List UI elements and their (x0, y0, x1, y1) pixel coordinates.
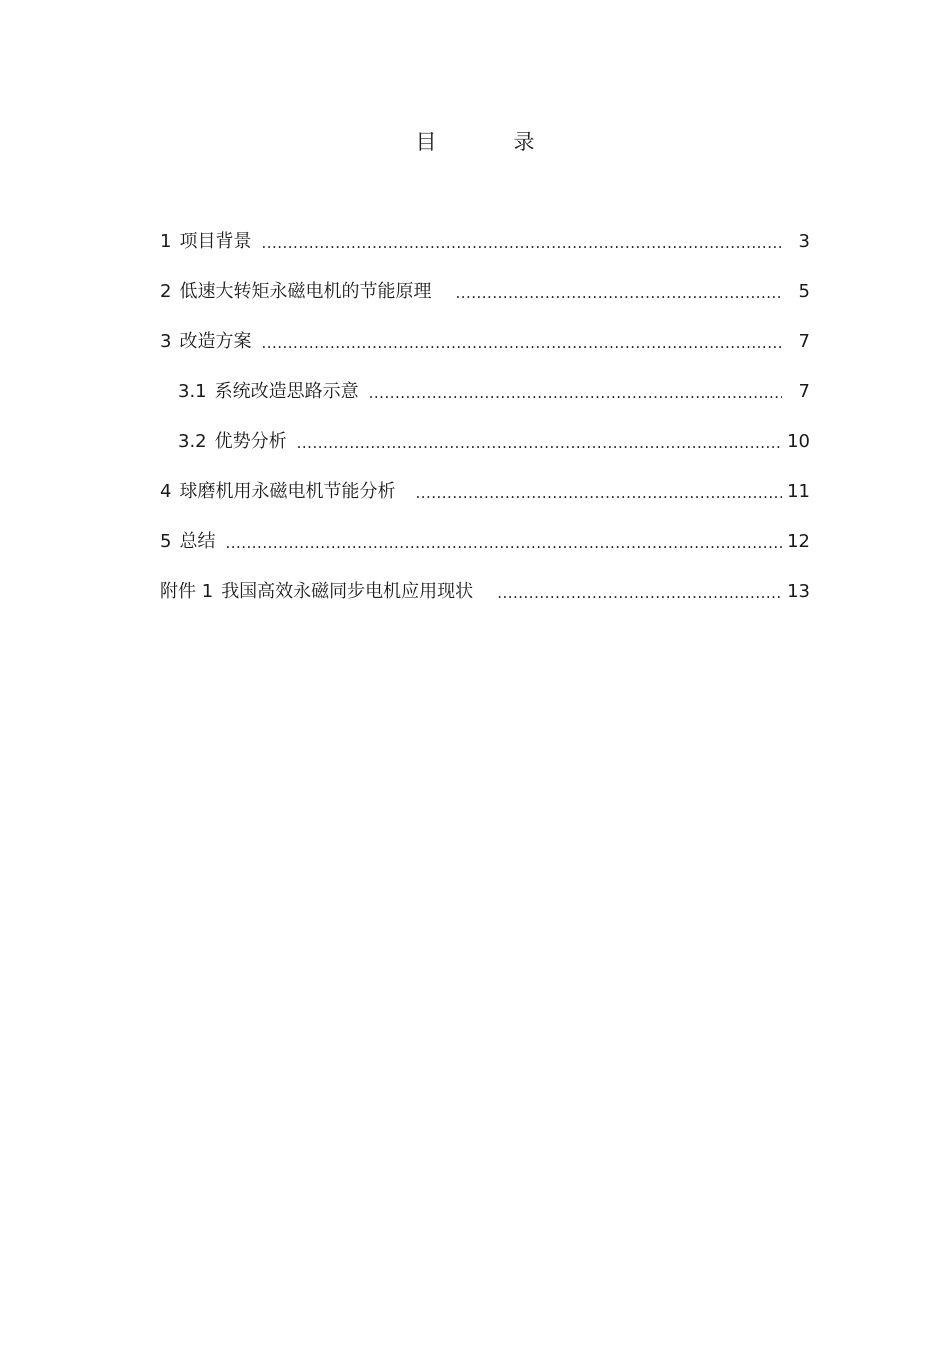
toc-entry-number: 3 (160, 331, 172, 352)
toc-entry[interactable] (160, 428, 820, 478)
toc-leader-dots (497, 578, 782, 608)
toc-entry-label: 项目背景 (179, 231, 252, 252)
toc-entry-label: 我国高效永磁同步电机应用现状 (221, 581, 474, 602)
toc-entry-page: 5 (798, 281, 810, 302)
toc-entry-number: 4 (160, 481, 172, 502)
toc-entry-text (160, 528, 215, 556)
toc-entry-page: 10 (787, 431, 810, 452)
toc-leader-dots (455, 278, 782, 308)
toc-entry-label: 总结 (179, 531, 216, 552)
toc-entry-page: 7 (798, 331, 810, 352)
toc-entry-number: 1 (160, 231, 172, 252)
toc-entry-number: 3.1 (178, 381, 207, 402)
toc-entry[interactable] (160, 478, 820, 528)
toc-entry-label: 球磨机用永磁电机节能分析 (179, 481, 396, 502)
toc-leader-dots (225, 528, 782, 558)
toc-entry[interactable] (160, 528, 820, 578)
toc-entry-page: 3 (798, 231, 810, 252)
toc-entry-label: 改造方案 (179, 331, 252, 352)
toc-leader-dots (261, 228, 782, 258)
toc-entry-page: 7 (798, 381, 810, 402)
toc-leader-dots (261, 328, 782, 358)
toc-leader-dots (297, 428, 782, 458)
toc-entry-text (178, 378, 359, 406)
toc-entry-page: 12 (787, 531, 810, 552)
toc-leader-dots (415, 478, 782, 508)
toc-entry-number: 附件 1 (160, 581, 214, 602)
toc-entry-page: 11 (787, 481, 810, 502)
toc-leader-dots (369, 378, 782, 408)
toc-entry[interactable] (160, 228, 820, 278)
toc-entry-text (160, 278, 431, 306)
toc-entry[interactable] (160, 278, 820, 328)
toc-entry-number: 5 (160, 531, 172, 552)
toc-entry-text (178, 428, 287, 456)
toc-entry[interactable] (160, 378, 820, 428)
toc-entry-label: 优势分析 (214, 431, 287, 452)
toc-entry-text (160, 478, 395, 506)
toc-entry-number: 2 (160, 281, 172, 302)
toc-entry[interactable] (160, 328, 820, 378)
toc-list (160, 228, 820, 628)
toc-entry-label: 低速大转矩永磁电机的节能原理 (179, 281, 432, 302)
toc-entry-page: 13 (787, 581, 810, 602)
toc-entry-number: 3.2 (178, 431, 207, 452)
toc-entry[interactable] (160, 578, 820, 628)
toc-entry-text (160, 578, 473, 606)
toc-entry-label: 系统改造思路示意 (214, 381, 359, 402)
toc-entry-text (160, 228, 251, 256)
toc-entry-text (160, 328, 251, 356)
toc-title: 目 录 (415, 130, 563, 154)
